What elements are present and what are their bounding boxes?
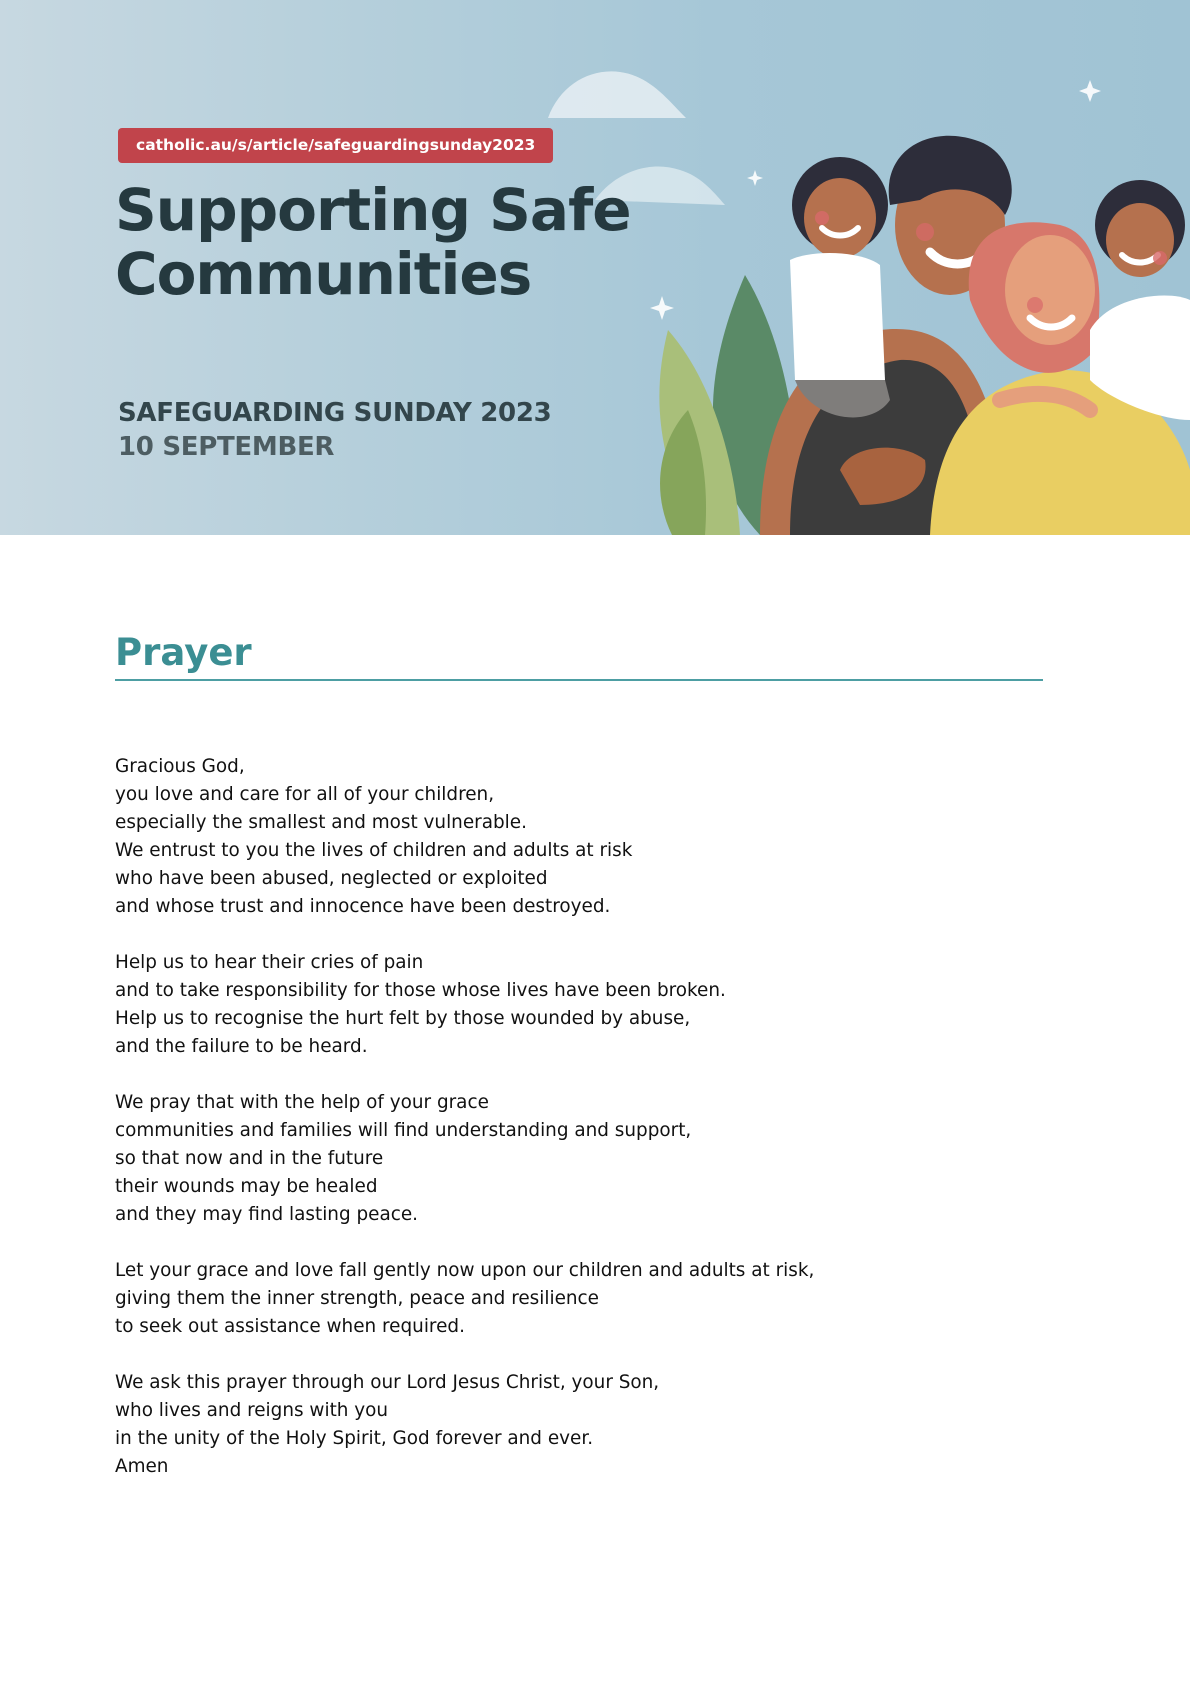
- header-banner: [0, 0, 1190, 535]
- prayer-line: Help us to hear their cries of pain: [115, 952, 424, 973]
- prayer-line: who lives and reigns with you: [115, 1400, 389, 1421]
- banner-title-line-1: Supporting Safe: [115, 176, 631, 244]
- prayer-line: and whose trust and innocence have been destroyed.: [115, 896, 611, 917]
- prayer-line: Amen: [115, 1456, 169, 1477]
- prayer-line: We entrust to you the lives of children and adults at risk: [115, 840, 633, 861]
- prayer-line: and to take responsibility for those whose lives have been broken.: [115, 980, 726, 1001]
- prayer-line: Help us to recognise the hurt felt by those wounded by abuse,: [115, 1008, 691, 1029]
- prayer-line: We ask this prayer through our Lord Jesus Christ, your Son,: [115, 1372, 660, 1393]
- prayer-line: giving them the inner strength, peace and resilience: [115, 1288, 599, 1309]
- prayer-line: communities and families will find understanding and support,: [115, 1120, 692, 1141]
- prayer-text: [115, 753, 1015, 1509]
- prayer-line: and they may find lasting peace.: [115, 1204, 419, 1225]
- prayer-line: so that now and in the future: [115, 1148, 384, 1169]
- prayer-line: Gracious God,: [115, 756, 245, 777]
- prayer-stanza: [115, 949, 1015, 1061]
- prayer-stanza: [115, 1257, 1015, 1341]
- prayer-line: in the unity of the Holy Spirit, God forever and ever.: [115, 1428, 594, 1449]
- prayer-line: who have been abused, neglected or exploited: [115, 868, 548, 889]
- prayer-line: Let your grace and love fall gently now upon our children and adults at risk,: [115, 1260, 815, 1281]
- prayer-stanza: [115, 1369, 1015, 1481]
- event-name: SAFEGUARDING SUNDAY 2023: [118, 398, 552, 428]
- section-divider: [115, 679, 1043, 681]
- prayer-line: especially the smallest and most vulnerable.: [115, 812, 527, 833]
- prayer-line: We pray that with the help of your grace: [115, 1092, 489, 1113]
- article-url-badge: catholic.au/s/article/safeguardingsunday2023: [118, 128, 553, 163]
- banner-title-line-2: Communities: [115, 240, 532, 308]
- event-date: 10 SEPTEMBER: [118, 432, 335, 462]
- prayer-line: to seek out assistance when required.: [115, 1316, 465, 1337]
- prayer-line: you love and care for all of your children,: [115, 784, 495, 805]
- prayer-line: and the failure to be heard.: [115, 1036, 368, 1057]
- section-heading: Prayer: [115, 631, 252, 674]
- prayer-stanza: [115, 753, 1015, 921]
- prayer-line: their wounds may be healed: [115, 1176, 378, 1197]
- prayer-stanza: [115, 1089, 1015, 1229]
- banner-title: [115, 178, 715, 306]
